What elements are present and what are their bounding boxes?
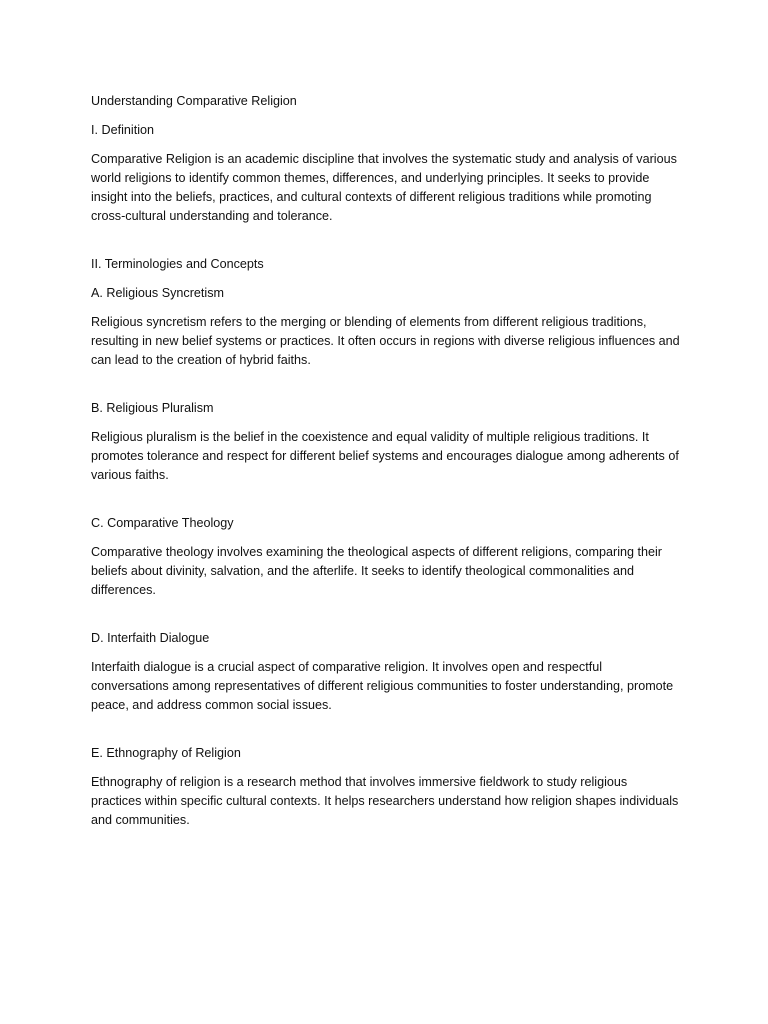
section-heading-theology: C. Comparative Theology (91, 516, 234, 530)
section-heading-pluralism: B. Religious Pluralism (91, 401, 214, 415)
document-body (91, 92, 681, 840)
section-heading-ethnography: E. Ethnography of Religion (91, 746, 241, 760)
section-heading-terminologies: II. Terminologies and Concepts (91, 257, 264, 271)
section-paragraph-definition: Comparative Religion is an academic discipline that involves the systematic study and analysis of various world religions to identify common themes, differences, and underlying principles. It seeks to provide insight into the beliefs, practices, and cultural contexts of different religious traditions while promoting cross-cultural understanding and tolerance. (91, 152, 677, 223)
section-paragraph-dialogue: Interfaith dialogue is a crucial aspect of comparative religion. It involves open and respectful conversations among representatives of different religious communities to foster understanding, promote peace, and address common social issues. (91, 660, 674, 712)
section-paragraph-pluralism: Religious pluralism is the belief in the coexistence and equal validity of multiple religious traditions. It promotes tolerance and respect for different belief systems and encourages dialogue among adherents of various faiths. (91, 430, 679, 482)
document-title: Understanding Comparative Religion (91, 94, 297, 108)
section-paragraph-syncretism: Religious syncretism refers to the merging or blending of elements from different religious traditions, resulting in new belief systems or practices. It often occurs in regions with diverse religious influences and can lead to the creation of hybrid faiths. (91, 315, 680, 367)
section-paragraph-ethnography: Ethnography of religion is a research method that involves immersive fieldwork to study religious practices within specific cultural contexts. It helps researchers understand how religion shapes individuals and communities. (91, 775, 679, 827)
section-paragraph-theology: Comparative theology involves examining the theological aspects of different religions, comparing their beliefs about divinity, salvation, and the afterlife. It seeks to identify theological commonalities and differences. (91, 545, 662, 597)
section-heading-definition: I. Definition (91, 123, 154, 137)
section-heading-syncretism: A. Religious Syncretism (91, 286, 224, 300)
section-heading-dialogue: D. Interfaith Dialogue (91, 631, 210, 645)
